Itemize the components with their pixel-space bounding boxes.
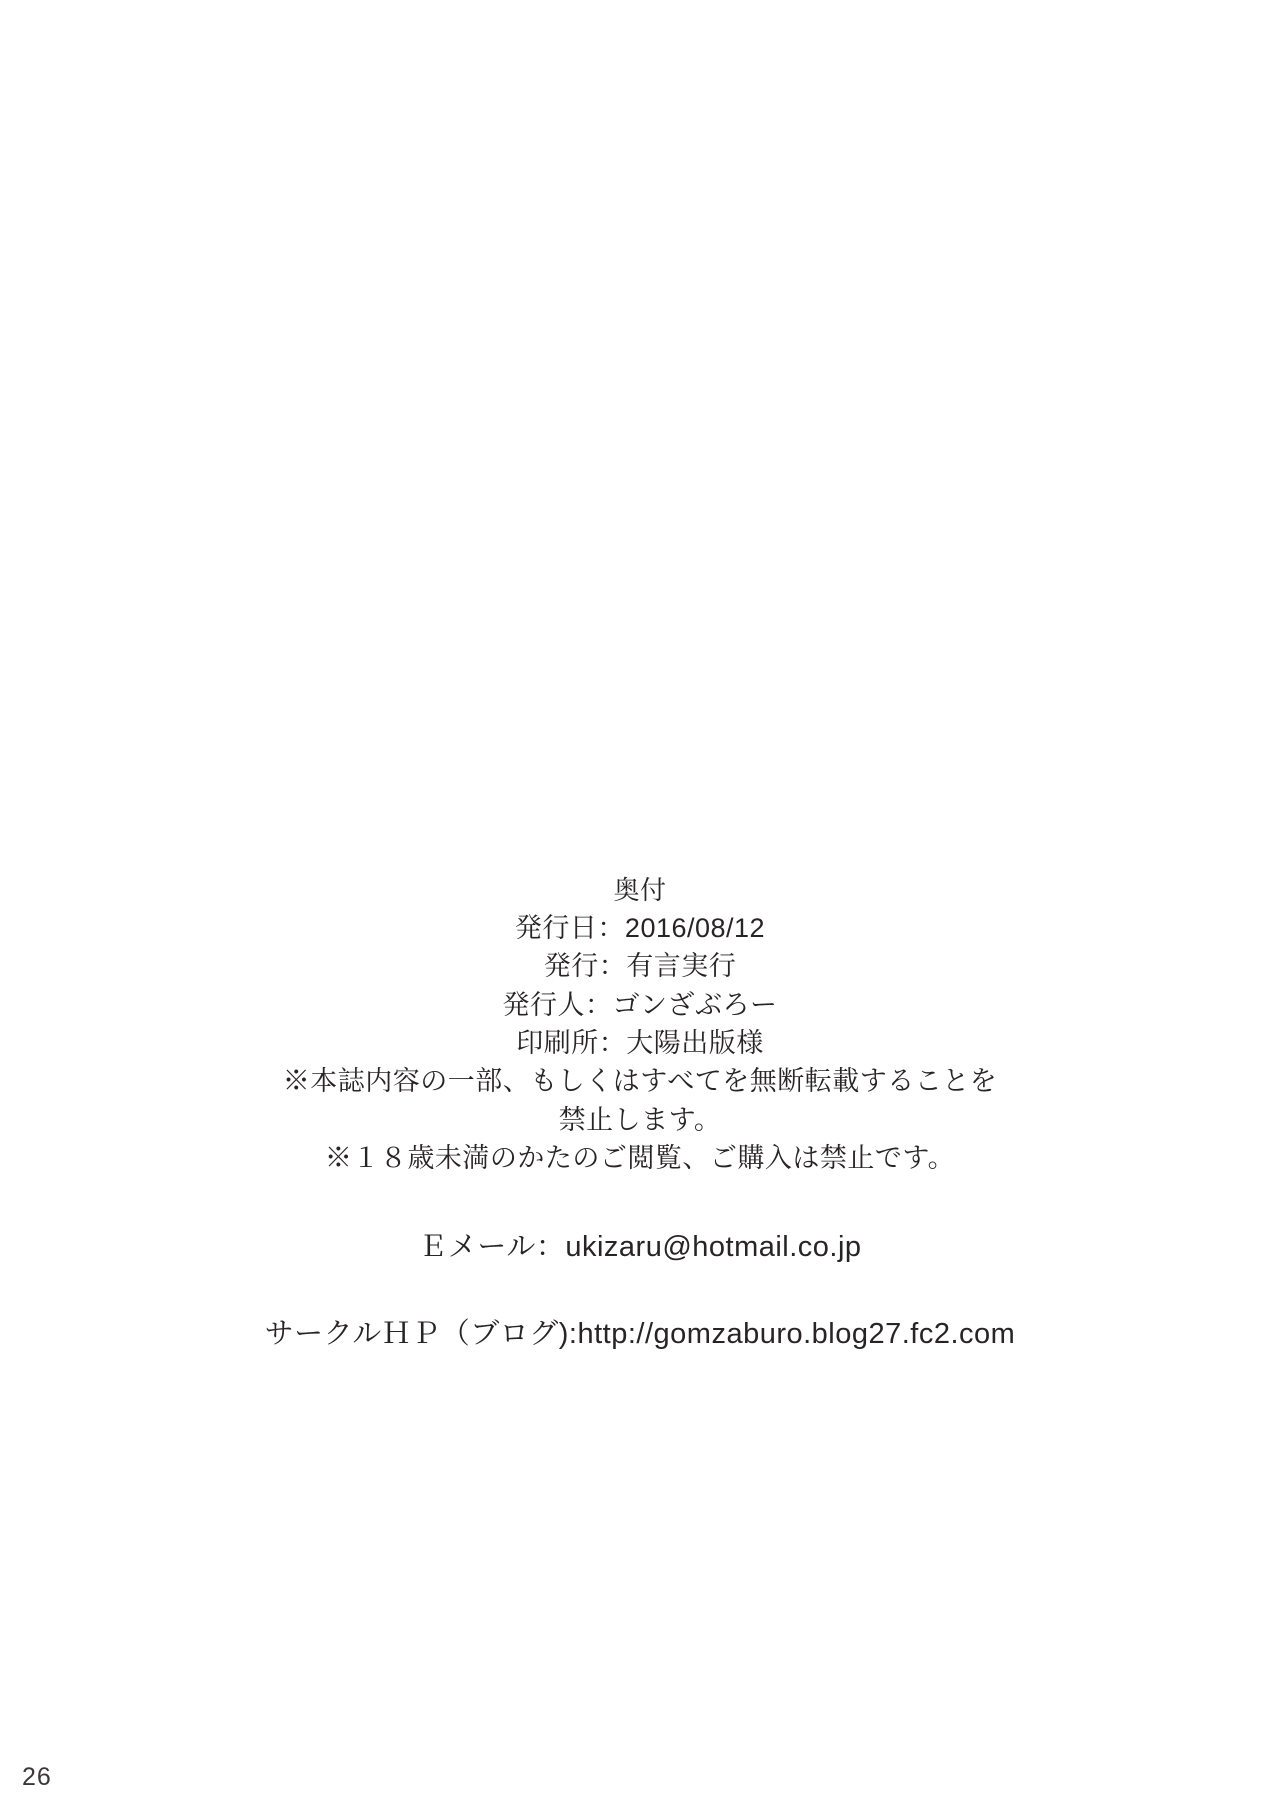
colophon-reprint-notice-line1: ※本誌内容の一部、もしくはすべてを無断転載することを — [282, 1066, 998, 1097]
contact-homepage: サークルＨＰ（ブログ):http://gomzaburo.blog27.fc2.com — [264, 1318, 1016, 1350]
colophon-publish-date: 発行日：2016/08/12 — [514, 912, 766, 943]
page-number: 26 — [22, 1763, 52, 1791]
colophon-publisher: 発行：有言実行 — [543, 951, 737, 982]
colophon-reprint-notice-line2: 禁止します。 — [558, 1104, 722, 1135]
contact-block — [0, 1224, 1280, 1352]
colophon-printer: 印刷所：大陽出版様 — [516, 1027, 764, 1058]
colophon-block — [0, 872, 1280, 1177]
colophon-author: 発行人：ゴンざぶろー — [502, 989, 778, 1020]
colophon-age-notice: ※１８歳未満のかたのご閲覧、ご購入は禁止です。 — [324, 1142, 956, 1173]
colophon-heading: 奥付 — [613, 875, 667, 905]
contact-email: Ｅメール：ukizaru@hotmail.co.jp — [418, 1231, 862, 1263]
